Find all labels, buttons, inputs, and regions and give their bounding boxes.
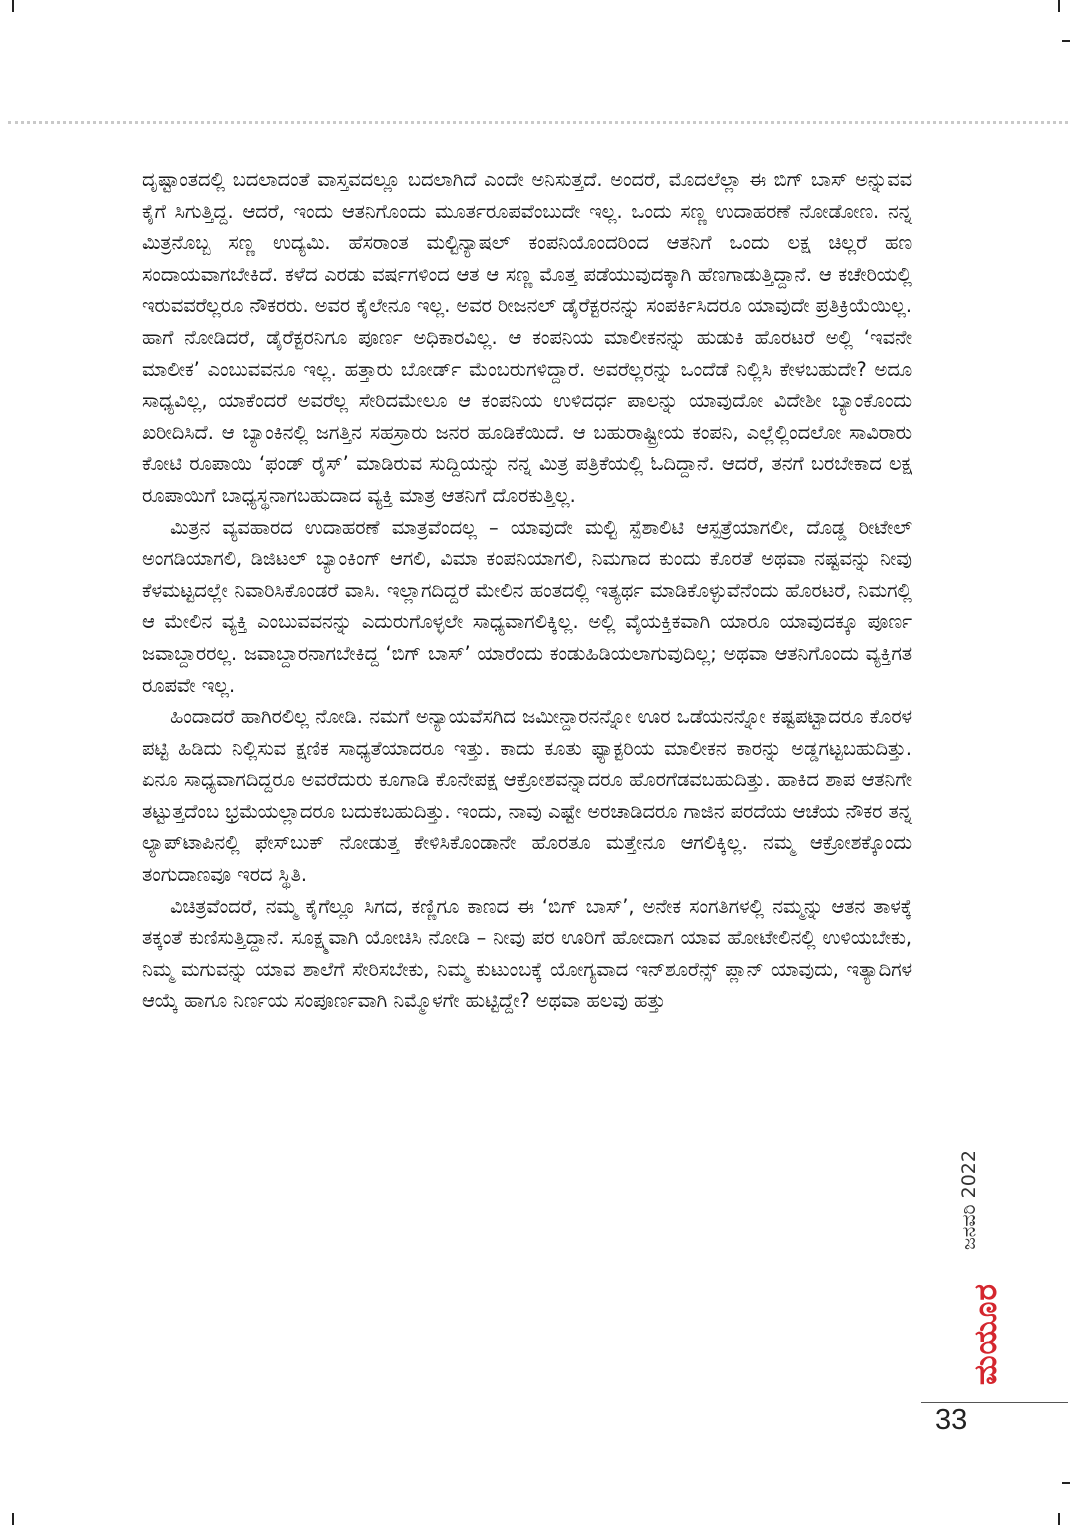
issue-date: ಜನವರಿ 2022 xyxy=(958,1150,980,1250)
crop-mark-right-lower xyxy=(1062,1482,1070,1484)
crop-mark-top-left xyxy=(12,0,14,12)
magazine-masthead: ಮಯೂರ xyxy=(968,1283,1004,1385)
crop-mark-top-right xyxy=(1058,0,1060,12)
crop-mark-right-upper xyxy=(1062,40,1070,42)
paragraph-4: ವಿಚಿತ್ರವೆಂದರೆ, ನಮ್ಮ ಕೈಗೆಲ್ಲೂ ಸಿಗದ, ಕಣ್ಣಿಗೂ ಕಾಣದ ಈ ‘ಬಿಗ್ ಬಾಸ್’, ಅನೇಕ ಸಂಗತಿಗಳಲ್ಲಿ ನಮ್ಮನ್ನು ಆತನ ತಾಳಕ್ಕೆ ತಕ್ಕಂತೆ ಕುಣಿಸುತ್ತಿದ್ದಾನೆ. ಸೂಕ್ಷ್ಮವಾಗಿ ಯೋಚಿಸಿ ನೋಡಿ – ನೀವು ಪರ ಊರಿಗೆ ಹೋದಾಗ ಯಾವ ಹೋಟೇಲಿನಲ್ಲಿ ಉಳಿಯಬೇಕು, ನಿಮ್ಮ ಮಗುವನ್ನು ಯಾವ ಶಾಲೆಗೆ ಸೇರಿಸಬೇಕು, ನಿಮ್ಮ ಕುಟುಂಬಕ್ಕೆ ಯೋಗ್ಯವಾದ ಇನ್‌ಶೂರೆನ್ಸ್ ಪ್ಲಾನ್ ಯಾವುದು, ಇತ್ಯಾದಿಗಳ ಆಯ್ಕೆ ಹಾಗೂ ನಿರ್ಣಯ ಸಂಪೂರ್ಣವಾಗಿ ನಿಮ್ಮೊಳಗೇ ಹುಟ್ಟಿದ್ದೇ? ಅಥವಾ ಹಲವು ಹತ್ತು xyxy=(142,894,912,1013)
page-number: 33 xyxy=(935,1404,968,1436)
paragraph-2: ಮಿತ್ರನ ವ್ಯವಹಾರದ ಉದಾಹರಣೆ ಮಾತ್ರವೆಂದಲ್ಲ – ಯಾವುದೇ ಮಲ್ಟಿ ಸ್ಪೆಶಾಲಿಟಿ ಆಸ್ಪತ್ರೆಯಾಗಲೀ, ದೊಡ್ಡ ರೀಟೇಲ್ ಅಂಗಡಿಯಾಗಲಿ, ಡಿಜಿಟಲ್ ಬ್ಯಾಂಕಿಂಗ್ ಆಗಲಿ, ವಿಮಾ ಕಂಪನಿಯಾಗಲಿ, ನಿಮಗಾದ ಕುಂದು ಕೊರತೆ ಅಥವಾ ನಷ್ಟವನ್ನು ನೀವು ಕೆಳಮಟ್ಟದಲ್ಲೇ ನಿವಾರಿಸಿಕೊಂಡರೆ ವಾಸಿ. ಇಲ್ಲಾಗದಿದ್ದರೆ ಮೇಲಿನ ಹಂತದಲ್ಲಿ ಇತ್ಯರ್ಥ ಮಾಡಿಕೊಳ್ಳುವೆನೆಂದು ಹೊರಟರೆ, ನಿಮಗಲ್ಲಿ ಆ ಮೇಲಿನ ವ್ಯಕ್ತಿ ಎಂಬುವವನನ್ನು ಎದುರುಗೊಳ್ಳಲೇ ಸಾಧ್ಯವಾಗಲಿಕ್ಕಿಲ್ಲ. ಅಲ್ಲಿ ವೈಯಕ್ತಿಕವಾಗಿ ಯಾರೂ ಯಾವುದಕ್ಕೂ ಪೂರ್ಣ ಜವಾಬ್ದಾರರಲ್ಲ. ಜವಾಬ್ದಾರನಾಗಬೇಕಿದ್ದ ‘ಬಿಗ್ ಬಾಸ್’ ಯಾರೆಂದು ಕಂಡುಹಿಡಿಯಲಾಗುವುದಿಲ್ಲ; ಅಥವಾ ಆತನಿಗೊಂದು ವ್ಯಕ್ತಿಗತ ರೂಪವೇ ಇಲ್ಲ. xyxy=(142,515,912,697)
paragraph-3: ಹಿಂದಾದರೆ ಹಾಗಿರಲಿಲ್ಲ ನೋಡಿ. ನಮಗೆ ಅನ್ಯಾಯವೆಸಗಿದ ಜಮೀನ್ದಾರನನ್ನೋ ಊರ ಒಡೆಯನನ್ನೋ ಕಷ್ಟಪಟ್ಟಾದರೂ ಕೊರಳ ಪಟ್ಟಿ ಹಿಡಿದು ನಿಲ್ಲಿಸುವ ಕ್ಷಣಿಕ ಸಾಧ್ಯತೆಯಾದರೂ ಇತ್ತು. ಕಾದು ಕೂತು ಫ್ಯಾಕ್ಟರಿಯ ಮಾಲೀಕನ ಕಾರನ್ನು ಅಡ್ಡಗಟ್ಟಬಹುದಿತ್ತು. ಏನೂ ಸಾಧ್ಯವಾಗದಿದ್ದರೂ ಅವರೆದುರು ಕೂಗಾಡಿ ಕೊನೇಪಕ್ಷ ಆಕ್ರೋಶವನ್ನಾದರೂ ಹೊರಗೆಡವಬಹುದಿತ್ತು. ಹಾಕಿದ ಶಾಪ ಆತನಿಗೇ ತಟ್ಟುತ್ತದೆಂಬ ಭ್ರಮೆಯಲ್ಲಾದರೂ ಬದುಕಬಹುದಿತ್ತು. ಇಂದು, ನಾವು ಎಷ್ಟೇ ಅರಚಾಡಿದರೂ ಗಾಜಿನ ಪರದೆಯ ಆಚೆಯ ನೌಕರ ತನ್ನ ಲ್ಯಾಪ್‌ಟಾಪಿನಲ್ಲಿ ಫೇಸ್‌ಬುಕ್ ನೋಡುತ್ತ ಕೇಳಿಸಿಕೊಂಡಾನೇ ಹೊರತೂ ಮತ್ತೇನೂ ಆಗಲಿಕ್ಕಿಲ್ಲ. ನಮ್ಮ ಆಕ್ರೋಶಕ್ಕೊಂದು ತಂಗುದಾಣವೂ ಇರದ ಸ್ಥಿತಿ. xyxy=(142,705,912,887)
crop-mark-bottom-left xyxy=(12,1513,14,1525)
article-body xyxy=(142,164,912,1017)
paragraph-1: ದೃಷ್ಟಾಂತದಲ್ಲಿ ಬದಲಾದಂತೆ ವಾಸ್ತವದಲ್ಲೂ ಬದಲಾಗಿದೆ ಎಂದೇ ಅನಿಸುತ್ತದೆ. ಅಂದರೆ, ಮೊದಲೆಲ್ಲಾ ಈ ಬಿಗ್ ಬಾಸ್ ಅನ್ನುವವ ಕೈಗೆ ಸಿಗುತ್ತಿದ್ದ. ಆದರೆ, ಇಂದು ಆತನಿಗೊಂದು ಮೂರ್ತರೂಪವೆಂಬುದೇ ಇಲ್ಲ. ಒಂದು ಸಣ್ಣ ಉದಾಹರಣೆ ನೋಡೋಣ. ನನ್ನ ಮಿತ್ರನೊಬ್ಬ ಸಣ್ಣ ಉದ್ಯಮಿ. ಹೆಸರಾಂತ ಮಲ್ಟಿನ್ಯಾಷಲ್ ಕಂಪನಿಯೊಂದರಿಂದ ಆತನಿಗೆ ಒಂದು ಲಕ್ಷ ಚಿಲ್ಲರೆ ಹಣ ಸಂದಾಯವಾಗಬೇಕಿದೆ. ಕಳೆದ ಎರಡು ವರ್ಷಗಳಿಂದ ಆತ ಆ ಸಣ್ಣ ಮೊತ್ತ ಪಡೆಯುವುದಕ್ಕಾಗಿ ಹೆಣಗಾಡುತ್ತಿದ್ದಾನೆ. ಆ ಕಚೇರಿಯಲ್ಲಿ ಇರುವವರೆಲ್ಲರೂ ನೌಕರರು. ಅವರ ಕೈಲೇನೂ ಇಲ್ಲ. ಅವರ ರೀಜನಲ್ ಡೈರೆಕ್ಟರನನ್ನು ಸಂಪರ್ಕಿಸಿದರೂ ಯಾವುದೇ ಪ್ರತಿಕ್ರಿಯೆಯಿಲ್ಲ. ಹಾಗೆ ನೋಡಿದರೆ, ಡೈರೆಕ್ಟರನಿಗೂ ಪೂರ್ಣ ಅಧಿಕಾರವಿಲ್ಲ. ಆ ಕಂಪನಿಯ ಮಾಲೀಕನನ್ನು ಹುಡುಕಿ ಹೊರಟರೆ ಅಲ್ಲಿ ‘ಇವನೇ ಮಾಲೀಕ’ ಎಂಬುವವನೂ ಇಲ್ಲ. ಹತ್ತಾರು ಬೋರ್ಡ್ ಮೆಂಬರುಗಳಿದ್ದಾರೆ. ಅವರೆಲ್ಲರನ್ನು ಒಂದೆಡೆ ನಿಲ್ಲಿಸಿ ಕೇಳಬಹುದೇ? ಅದೂ ಸಾಧ್ಯವಿಲ್ಲ, ಯಾಕೆಂದರೆ ಅವರೆಲ್ಲ ಸೇರಿದಮೇಲೂ ಆ ಕಂಪನಿಯ ಉಳಿದರ್ಧ ಪಾಲನ್ನು ಯಾವುದೋ ವಿದೇಶೀ ಬ್ಯಾಂಕೊಂದು ಖರೀದಿಸಿದೆ. ಆ ಬ್ಯಾಂಕಿನಲ್ಲಿ ಜಗತ್ತಿನ ಸಹಸ್ರಾರು ಜನರ ಹೂಡಿಕೆಯಿದೆ. ಆ ಬಹುರಾಷ್ಟ್ರೀಯ ಕಂಪನಿ, ಎಲ್ಲೆಲ್ಲಿಂದಲೋ ಸಾವಿರಾರು ಕೋಟಿ ರೂಪಾಯಿ ‘ಫಂಡ್ ರೈಸ್’ ಮಾಡಿರುವ ಸುದ್ದಿಯನ್ನು ನನ್ನ ಮಿತ್ರ ಪತ್ರಿಕೆಯಲ್ಲಿ ಓದಿದ್ದಾನೆ. ಆದರೆ, ತನಗೆ ಬರಬೇಕಾದ ಲಕ್ಷ ರೂಪಾಯಿಗೆ ಬಾಧ್ಯಸ್ಥನಾಗಬಹುದಾದ ವ್ಯಕ್ತಿ ಮಾತ್ರ ಆತನಿಗೆ ದೊರಕುತ್ತಿಲ್ಲ. xyxy=(142,168,912,507)
header-dotted-rule xyxy=(8,121,1068,124)
folio-rule xyxy=(921,1402,1068,1403)
crop-mark-bottom-right xyxy=(1058,1513,1060,1525)
